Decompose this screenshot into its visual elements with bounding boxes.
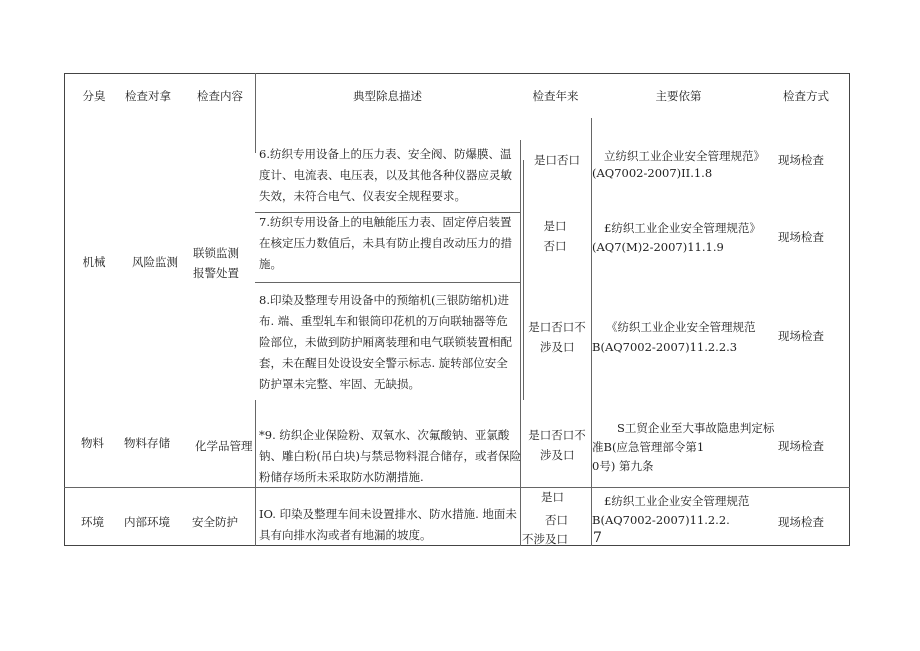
divider [255,282,520,283]
category-cell: 环境 [81,515,104,529]
result-cell: 是口否口不 [528,320,586,334]
description-cell: IO. 印染及整理车间未设置排水、防水措施. 地面未具有向排水沟或者有地漏的坡度。 [259,507,517,542]
description-cell: 8.印染及整理专用设备中的预缩机(三银防缩机)进布. 端、重型轧车和银筒印花机的万向联轴器等危险部位，未做到防护厢离装理和电气联锁装置相配套，未在醒目处设设安全警示标志. 旋转部位安全防护罩未完整、牢固、无缺损。 [259,293,512,391]
header-method: 检査方式 [783,89,829,103]
basis-cell: 7 [593,530,602,546]
basis-cell: 《纺织工业企业安全管理规范 [606,320,756,334]
method-cell: 现场检査 [778,230,824,244]
description-cell: 6.纺织专用设备上的压力表、安全阀、防爆膜、温度计、电流表、电压表，以及其他各种仪器应灵敏失效，未符合电气、仪表安全规程要求。 [259,147,512,203]
header-category: 分臭 [82,89,106,103]
content-cell: 联锁监测 [193,246,239,260]
basis-cell: S工贸企业至大事故隐患判定标 [617,421,775,435]
description-cell: *9. 纺织企业保险粉、双氧水、次氟酸钠、亚氯酸钠、雕白粉(吊白块)与禁忌物料混合储存，或者保险粉储存场所未采取防水防潮措施. [259,428,521,484]
result-cell: 涉及口 [540,448,575,462]
category-cell: 物料 [81,436,104,450]
content-cell: 报警处置 [193,266,239,280]
header-result: 检查年来 [532,89,579,103]
result-cell: 是口否口 [534,153,580,167]
content-cell: 安全防护 [192,515,238,529]
header-content: 检查内容 [197,89,243,103]
basis-cell: (AQ7(M)2-2007)11.1.9 [592,240,724,254]
header-description: 典型除息描述 [353,89,422,103]
result-cell: 是口否口不 [528,428,586,442]
divider [523,160,524,400]
divider [255,73,256,153]
object-cell: 风险监测 [132,255,178,269]
basis-cell: B(AQ7002-2007)11.2.2.3 [592,340,738,354]
object-cell: 物料存储 [124,436,170,450]
header-object: 检查对拿 [125,89,171,103]
header-basis: 主要依第 [655,89,702,103]
result-cell: 涉及口 [540,340,575,354]
basis-cell: 立纺织工业企业安全管理规范》 [604,149,765,163]
object-cell: 内部环境 [124,515,170,529]
description-cell: 7.纺织专用设备上的电触能压力表、固定停启装置在核定压力数值后，未具有防止搜自改动压力的措施。 [259,215,512,271]
basis-cell: 0号) 第九条 [592,459,654,473]
basis-cell: £纺织工业企业安全管理规范》 [604,221,761,235]
result-cell: 否口 [545,513,568,527]
divider [255,400,256,546]
result-cell: 是口 [543,219,567,233]
result-cell: 否口 [543,239,567,253]
basis-cell: (AQ7002-2007)II.1.8 [592,166,713,180]
method-cell: 现场检査 [778,439,824,453]
content-cell: 化学品管理 [195,439,253,453]
method-cell: 现场检査 [778,515,824,529]
basis-cell: B(AQ7002-2007)11.2.2. [592,513,730,527]
method-cell: 现场检査 [778,153,824,167]
result-cell: 是口 [541,490,564,504]
category-cell: 机械 [82,255,106,269]
method-cell: 现场检査 [778,329,824,343]
basis-cell: £纺织工业企业安全管理规范 [604,494,750,508]
basis-cell: 准B(应急管理部令第1 [592,440,705,454]
result-cell: 不涉及口 [522,532,568,546]
